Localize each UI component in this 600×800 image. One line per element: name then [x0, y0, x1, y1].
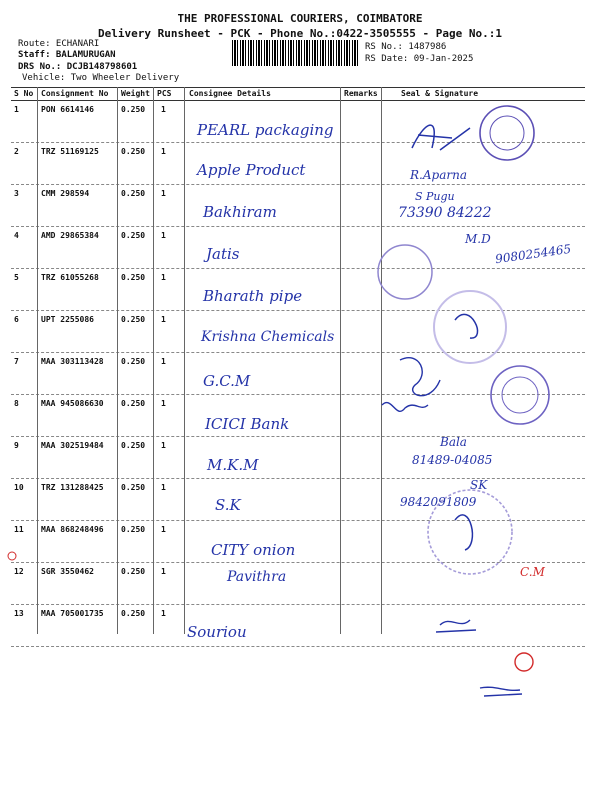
consignment-cell: MAA 705001735	[41, 609, 104, 618]
signature-mark	[480, 687, 522, 696]
column-divider	[381, 87, 382, 634]
col-remarks: Remarks	[344, 89, 378, 98]
consignment-cell: SGR 3550462	[41, 567, 94, 576]
column-divider	[184, 87, 185, 634]
consignment-cell: AMD 29865384	[41, 231, 99, 240]
table-row	[11, 521, 585, 563]
sno-cell: 13	[14, 609, 24, 618]
signature-text: 9842091809	[400, 495, 477, 509]
pcs-cell: 1	[161, 609, 166, 618]
sno-cell: 7	[14, 357, 19, 366]
consignment-cell: UPT 2255086	[41, 315, 94, 324]
col-seal: Seal & Signature	[401, 89, 479, 98]
runsheet-subtitle: Delivery Runsheet - PCK - Phone No.:0422-3505555 - Page No.:1	[98, 27, 502, 40]
consignee-handwritten: Krishna Chemicals	[201, 329, 335, 345]
consignment-cell: MAA 303113428	[41, 357, 104, 366]
signature-text: 73390 84222	[398, 205, 492, 221]
table-row	[11, 101, 585, 143]
col-consignment: Consignment No	[41, 89, 109, 98]
signature-text: Bala	[440, 435, 467, 449]
table-row	[11, 437, 585, 479]
weight-cell: 0.250	[121, 105, 146, 114]
weight-cell: 0.250	[121, 525, 146, 534]
consignee-handwritten: ICICI Bank	[205, 415, 290, 433]
weight-cell: 0.250	[121, 399, 146, 408]
col-pcs: PCS	[157, 89, 172, 98]
consignment-cell: TRZ 61055268	[41, 273, 99, 282]
vehicle-label: Vehicle: Two Wheeler Delivery	[22, 73, 180, 83]
consignment-cell: TRZ 51169125	[41, 147, 99, 156]
sno-cell: 11	[14, 525, 24, 534]
pcs-cell: 1	[161, 189, 166, 198]
signature-text: SK	[470, 478, 488, 492]
pcs-cell: 1	[161, 525, 166, 534]
signature-text: M.D	[465, 232, 491, 246]
sno-cell: 2	[14, 147, 19, 156]
sno-cell: 6	[14, 315, 19, 324]
consignee-handwritten: Souriou	[187, 623, 247, 641]
rs-date: RS Date: 09-Jan-2025	[365, 54, 474, 64]
consignee-handwritten: S.K	[215, 496, 241, 514]
table-row	[11, 563, 585, 605]
sno-cell: 5	[14, 273, 19, 282]
table-row	[11, 605, 585, 647]
signature-text: 81489-04085	[412, 453, 493, 467]
weight-cell: 0.250	[121, 357, 146, 366]
consignee-handwritten: PEARL packaging	[197, 121, 334, 139]
consignee-handwritten: Pavithra	[227, 569, 287, 585]
table-row	[11, 395, 585, 437]
consignee-handwritten: Jatis	[206, 245, 240, 263]
consignment-cell: MAA 945086630	[41, 399, 104, 408]
table-row	[11, 269, 585, 311]
consignee-handwritten: Apple Product	[197, 161, 306, 179]
table-row	[11, 185, 585, 227]
weight-cell: 0.250	[121, 231, 146, 240]
company-title: THE PROFESSIONAL COURIERS, COIMBATORE	[177, 12, 423, 25]
consignment-cell: PON 6614146	[41, 105, 94, 114]
signature-text: C.M	[520, 565, 545, 579]
weight-cell: 0.250	[121, 273, 146, 282]
barcode	[232, 40, 358, 66]
consignee-handwritten: M.K.M	[207, 456, 259, 474]
weight-cell: 0.250	[121, 609, 146, 618]
table-row	[11, 479, 585, 521]
sno-cell: 9	[14, 441, 19, 450]
table-row	[11, 353, 585, 395]
red-mark	[515, 653, 533, 671]
pcs-cell: 1	[161, 273, 166, 282]
pcs-cell: 1	[161, 147, 166, 156]
col-consignee: Consignee Details	[189, 89, 271, 98]
signature-text: S Pugu	[415, 190, 455, 203]
pcs-cell: 1	[161, 567, 166, 576]
consignee-handwritten: Bakhiram	[203, 203, 277, 221]
pcs-cell: 1	[161, 441, 166, 450]
sno-cell: 3	[14, 189, 19, 198]
weight-cell: 0.250	[121, 483, 146, 492]
weight-cell: 0.250	[121, 441, 146, 450]
consignment-cell: CMM 298594	[41, 189, 90, 198]
pcs-cell: 1	[161, 105, 166, 114]
weight-cell: 0.250	[121, 147, 146, 156]
signature-text: 9080254465	[494, 241, 572, 267]
weight-cell: 0.250	[121, 189, 146, 198]
col-sno: S No	[14, 89, 34, 98]
table-row	[11, 143, 585, 185]
consignee-handwritten: G.C.M	[203, 372, 251, 390]
sno-cell: 8	[14, 399, 19, 408]
consignee-handwritten: Bharath pipe	[203, 287, 303, 305]
pcs-cell: 1	[161, 357, 166, 366]
weight-cell: 0.250	[121, 567, 146, 576]
column-divider	[117, 87, 118, 634]
sno-cell: 12	[14, 567, 24, 576]
table-header	[11, 87, 585, 101]
weight-cell: 0.250	[121, 315, 146, 324]
pcs-cell: 1	[161, 231, 166, 240]
staff-label: Staff: BALAMURUGAN	[18, 50, 116, 60]
pcs-cell: 1	[161, 315, 166, 324]
col-weight: Weight	[121, 89, 150, 98]
consignment-cell: MAA 302519484	[41, 441, 104, 450]
sno-cell: 4	[14, 231, 19, 240]
sno-cell: 10	[14, 483, 24, 492]
pcs-cell: 1	[161, 483, 166, 492]
sno-cell: 1	[14, 105, 19, 114]
column-divider	[37, 87, 38, 634]
consignment-cell: TRZ 131288425	[41, 483, 104, 492]
runsheet-table	[11, 87, 585, 647]
consignment-cell: MAA 868248496	[41, 525, 104, 534]
pcs-cell: 1	[161, 399, 166, 408]
route-label: Route: ECHANARI	[18, 39, 100, 49]
column-divider	[340, 87, 341, 634]
column-divider	[153, 87, 154, 634]
rs-number: RS No.: 1487986	[365, 42, 447, 52]
drs-number: DRS No.: DCJB148798601	[18, 62, 138, 72]
consignee-handwritten: CITY onion	[211, 541, 296, 559]
signature-text: R.Aparna	[410, 168, 467, 182]
table-row	[11, 311, 585, 353]
